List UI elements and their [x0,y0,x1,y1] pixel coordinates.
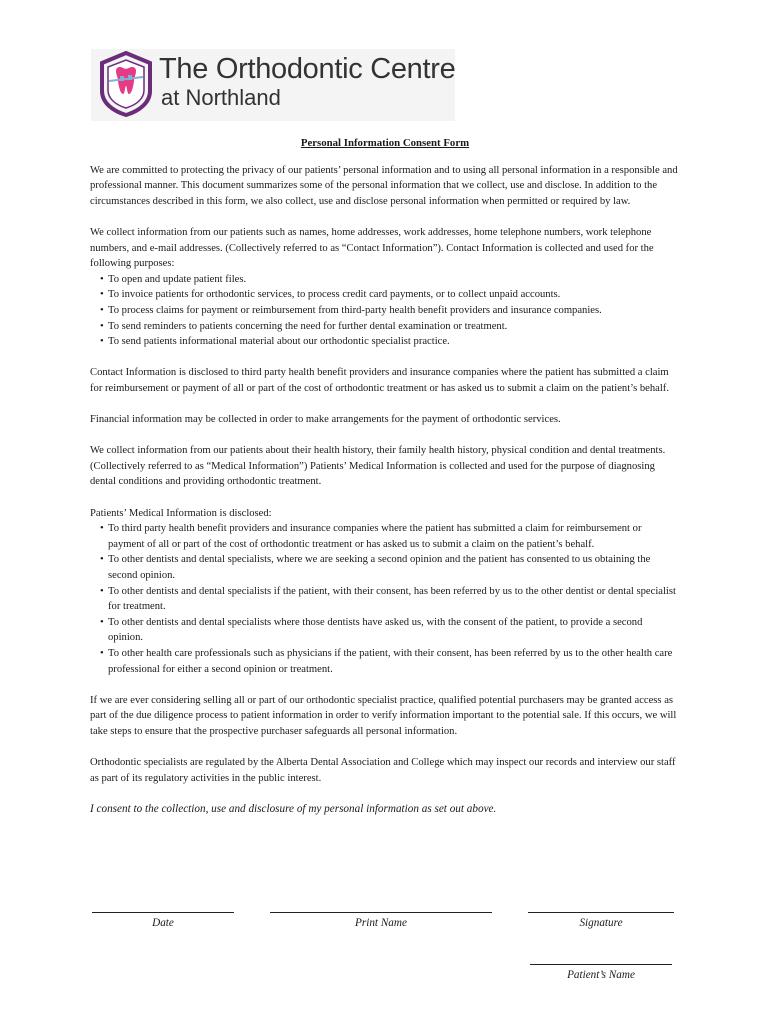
signature-line[interactable] [528,906,674,913]
consent-statement: I consent to the collection, use and disclosure of my personal information as set out above. [90,802,497,815]
list-item: • To process claims for payment or reimbursement from third-party health benefit providers and insurance companies. [90,303,680,319]
medical-disclosures-list [90,521,680,677]
medical-disclosure-heading: Patients’ Medical Information is disclosed: [90,507,272,519]
form-body [90,136,680,833]
contact-info-paragraph: We collect information from our patients such as names, home addresses, work addresses, home telephone numbers, work telephone numbers, and e-mail addresses. (Collectively referred to as “Contact Information”). Contact Information is collected and used for the following purposes: [90,226,654,270]
print-name-line[interactable] [270,906,492,913]
clinic-logo [91,49,455,121]
patient-name-field[interactable] [530,958,672,981]
signature-field[interactable] [528,906,674,929]
list-item: • To other dentists and dental specialists, where we are seeking a second opinion and the patient has consented to us obtaining the second opinion. [90,552,680,583]
logo-line-2: at Northland [161,85,281,110]
contact-disclosure-paragraph: Contact Information is disclosed to third party health benefit providers and insurance companies where the patient has submitted a claim for reimbursement or payment of all or part of the cost of orthodontic treatment or has asked us to submit a claim on the patient’s behalf. [90,367,669,394]
regulation-paragraph: Orthodontic specialists are regulated by the Alberta Dental Association and College which may inspect our records and interview our staff as part of its regulatory activities in the public interest. [90,757,676,784]
list-item: • To invoice patients for orthodontic services, to process credit card payments, or to collect unpaid accounts. [90,287,680,303]
print-name-label: Print Name [355,917,407,929]
list-item: • To other dentists and dental specialists where those dentists have asked us, with the consent of the patient, to provide a second opinion. [90,615,680,646]
financial-info-paragraph: Financial information may be collected in order to make arrangements for the payment of orthodontic services. [90,414,561,426]
list-item: • To send patients informational material about our orthodontic specialist practice. [90,334,680,350]
list-item: • To send reminders to patients concerning the need for further dental examination or treatment. [90,319,680,335]
patient-name-label: Patient’s Name [567,969,635,981]
list-item: • To other dentists and dental specialists if the patient, with their consent, has been referred by us to the other dentist or dental specialist for treatment. [90,584,680,615]
list-item: • To other health care professionals such as physicians if the patient, with their consent, has been referred by us to the other health care professional for either a second opinion or treatment. [90,646,680,677]
print-name-field[interactable] [270,906,492,929]
signature-label: Signature [579,917,623,929]
privacy-commitment-paragraph: We are committed to protecting the privacy of our patients’ personal information and to using all personal information in a responsible and professional manner. This document summarizes some of the personal information that we collect, use and disclose. In addition to the circumstances described in this form, we also collect, use and disclose personal information when permitted or required by law. [90,164,678,207]
logo-text [159,53,455,111]
form-title: Personal Information Consent Form [300,137,470,149]
logo-line-1: The Orthodontic Centre [159,53,456,85]
contact-purposes-list [90,272,680,350]
medical-info-paragraph: We collect information from our patients about their health history, their family health history, physical condition and dental treatments. (Collectively referred to as “Medical Information”) Patients’ Medical Information is collected and used for the purpose of diagnosing dental conditions and providing orthodontic treatment. [90,445,666,488]
date-label: Date [152,917,174,929]
tooth-shield-icon [99,51,153,117]
list-item: • To open and update patient files. [90,272,680,288]
patient-name-line[interactable] [530,958,672,965]
list-item: • To third party health benefit providers and insurance companies where the patient has submitted a claim for reimbursement or payment of all or part of the cost of orthodontic treatment or has asked us to submit a claim on the patient’s behalf. [90,521,680,552]
date-line[interactable] [92,906,234,913]
practice-sale-paragraph: If we are ever considering selling all or part of our orthodontic specialist practice, qualified potential purchasers may be granted access as part of the due diligence process to patient information in order to verify information important to the potential sale. If this occurs, we will take steps to ensure that the prospective purchaser safeguards all personal information. [90,694,677,737]
date-field[interactable] [92,906,234,929]
